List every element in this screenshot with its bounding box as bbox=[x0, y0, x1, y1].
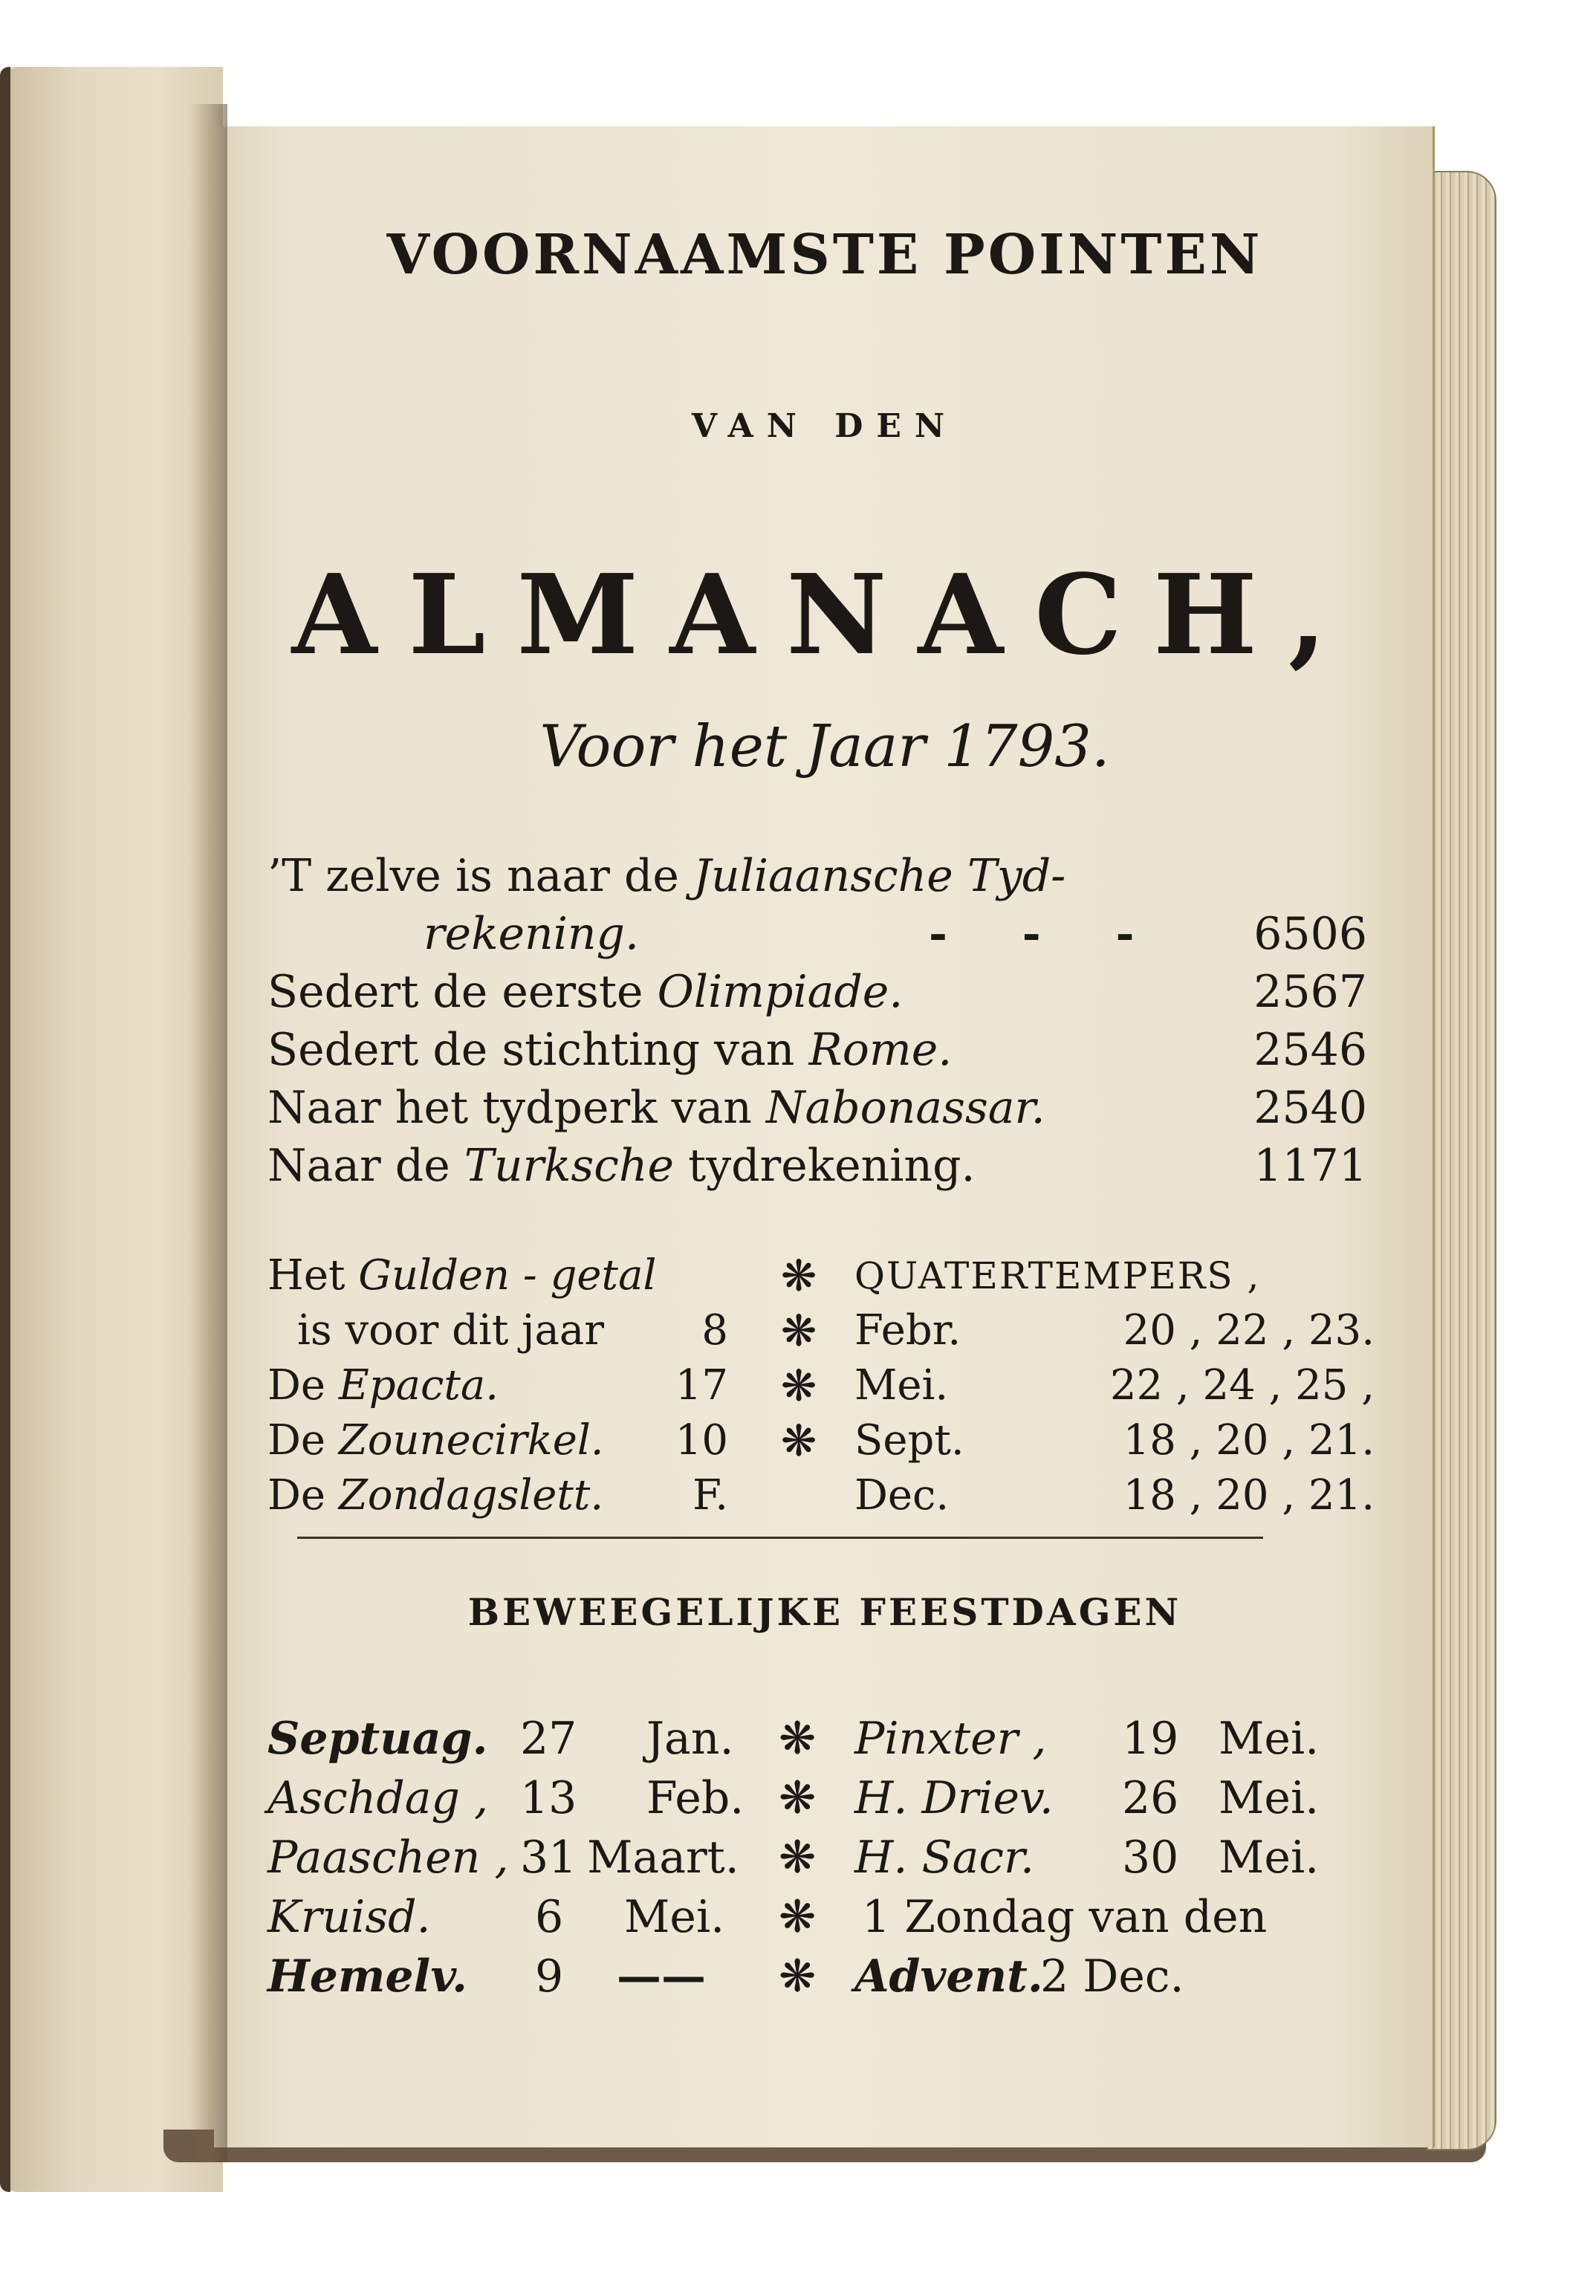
quatertemper-row: Mei. 22 , 24 , 25 , bbox=[854, 1361, 1375, 1410]
epoch-row: Sedert de stichting van Rome. 2546 bbox=[267, 1024, 1367, 1076]
cycles-column bbox=[267, 1248, 728, 1523]
star-ornament-icon: ❋ bbox=[779, 1950, 817, 2002]
quatertemper-row: Dec. 18 , 20 , 21. bbox=[854, 1471, 1375, 1520]
quatertemper-row: Febr. 20 , 22 , 23. bbox=[854, 1306, 1375, 1355]
title-almanach: ALMANACH, bbox=[291, 550, 1358, 679]
feast-row: Paaschen , 31 Maart. ❋ H. Sacr. 30 Mei. bbox=[267, 1828, 1367, 1887]
star-ornament-icon: ❋ bbox=[779, 1713, 817, 1765]
left-cover-edge bbox=[0, 67, 10, 2192]
cycle-row: Het Gulden - getal bbox=[267, 1251, 657, 1300]
epoch-row: ’T zelve is naar de Juliaansche Tyd- bbox=[267, 850, 1066, 902]
cycle-row: De Zondagslett. F. bbox=[267, 1471, 728, 1520]
section-divider bbox=[297, 1537, 1263, 1539]
feast-row: Septuag. 27 Jan. ❋ Pinxter , 19 Mei. bbox=[267, 1709, 1367, 1768]
title-year: Voor het Jaar 1793. bbox=[539, 713, 1110, 780]
star-ornament-icon: ❋ bbox=[780, 1415, 817, 1466]
page-block-edges bbox=[1427, 171, 1496, 2150]
quatertempers-column bbox=[854, 1248, 1375, 1523]
feast-row: Hemelv. 9 —— ❋ Advent. 2 Dec. bbox=[267, 1947, 1367, 2006]
epoch-row: Naar de Turksche tydrekening. 1171 bbox=[267, 1140, 1367, 1192]
epoch-row: rekening. - - - 6506 bbox=[424, 908, 1367, 960]
epoch-row: Sedert de eerste Olimpiade. 2567 bbox=[267, 966, 1367, 1018]
cycle-row: De Epacta. 17 bbox=[267, 1361, 728, 1410]
quatertemper-row: Sept. 18 , 20 , 21. bbox=[854, 1416, 1375, 1465]
cycle-row: is voor dit jaar 8 bbox=[297, 1306, 728, 1355]
star-ornament-icon: ❋ bbox=[779, 1832, 817, 1884]
feasts-heading: BEWEEGELIJKE FEESTDAGEN bbox=[467, 1590, 1182, 1634]
epoch-row: Naar het tydperk van Nabonassar. 2540 bbox=[267, 1082, 1367, 1134]
star-ornament-icon: ❋ bbox=[780, 1251, 817, 1301]
star-ornament-icon: ❋ bbox=[780, 1306, 817, 1356]
feast-row: Aschdag , 13 Feb. ❋ H. Driev. 26 Mei. bbox=[267, 1768, 1367, 1828]
star-ornament-icon: ❋ bbox=[779, 1772, 817, 1824]
book-gutter bbox=[190, 104, 227, 2162]
title-line-2: VAN DEN bbox=[691, 407, 958, 445]
left-page bbox=[0, 67, 223, 2192]
cycle-row: De Zounecirkel. 10 bbox=[267, 1416, 728, 1465]
feast-row: Kruisd. 6 Mei. ❋ 1 Zondag van den bbox=[267, 1887, 1367, 1947]
quatertemper-row: QUATERTEMPERS , bbox=[854, 1254, 1261, 1297]
star-ornament-icon: ❋ bbox=[780, 1361, 817, 1411]
star-ornament-icon: ❋ bbox=[779, 1891, 817, 1943]
title-line-1: VOORNAAMSTE POINTEN bbox=[386, 223, 1263, 287]
